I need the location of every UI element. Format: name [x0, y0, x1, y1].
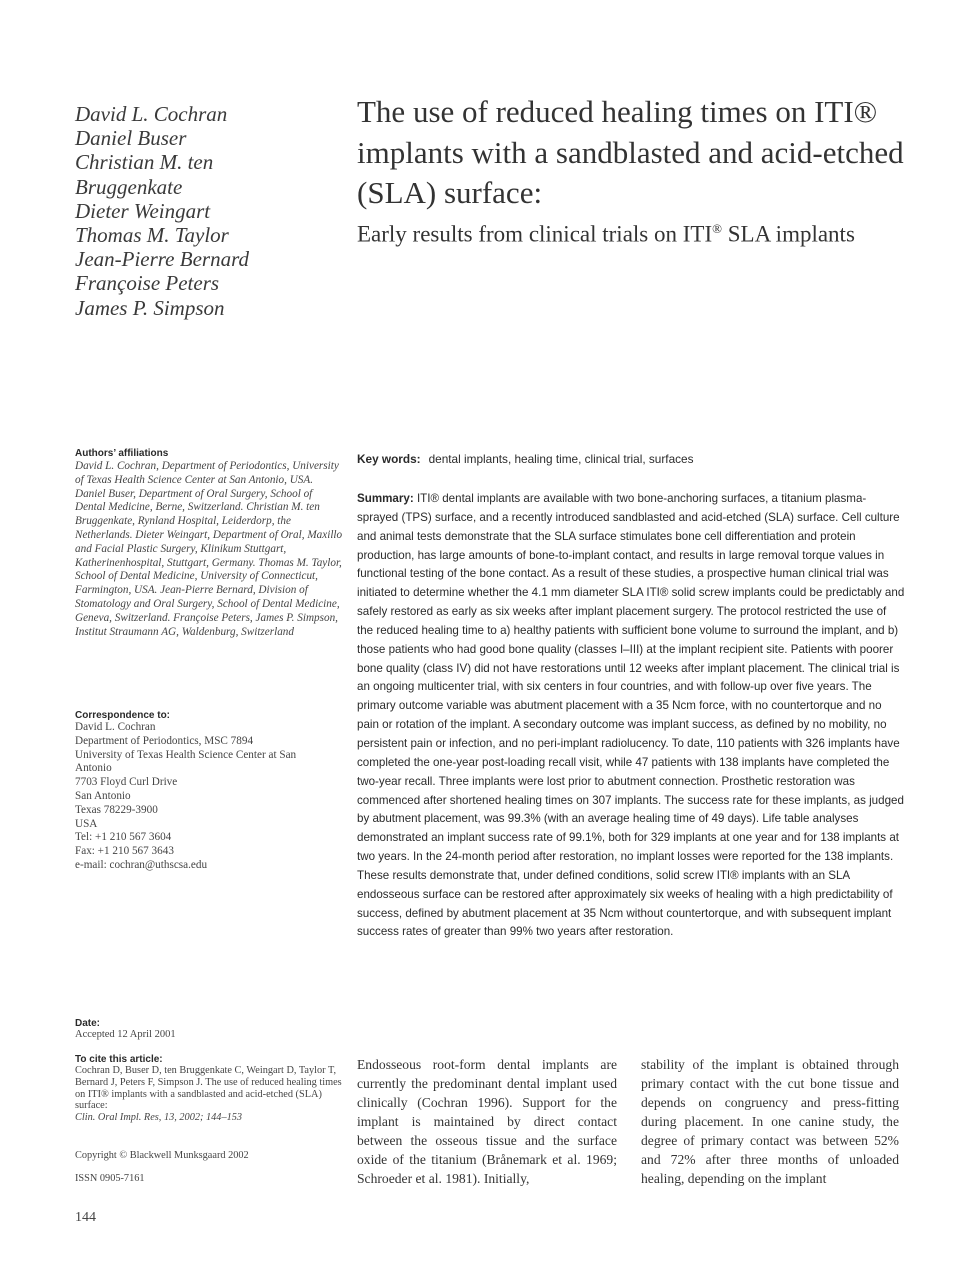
author-name: Bruggenkate	[75, 174, 183, 199]
date-block	[75, 1018, 345, 1040]
summary-label: Summary:	[357, 492, 414, 505]
address-line: David L. Cochran	[75, 721, 156, 733]
cite-reference: Cochran D, Buser D, ten Bruggenkate C, Weingart D, Taylor T, Bernard J, Peters F, Simpson J. The use of reduced healing times on ITI® implants with a sandblasted and acid-etched (SLA) surface:	[75, 1065, 342, 1112]
author-name: Daniel Buser	[75, 126, 187, 151]
article-title: The use of reduced healing times on ITI® implants with a sandblasted and acid-etched (SLA) surface:	[357, 94, 904, 210]
author-name: Françoise Peters	[75, 271, 220, 296]
address-line: 7703 Floyd Curl Drive	[75, 776, 178, 789]
address-line: San Antonio	[75, 789, 131, 802]
cite-block	[75, 1054, 345, 1124]
body-column-2: stability of the implant is obtained through primary contact with the cut bone tissue and depends on congruency and press-fitting during placement. In one canine study, the degree of primary contact was between 52% and 72% after three months of unloaded healing, depending on the implant	[641, 1057, 899, 1186]
date-text: Accepted 12 April 2001	[75, 1029, 176, 1040]
cite-journal: Clin. Oral Impl. Res, 13, 2002; 144–153	[75, 1112, 243, 1124]
address-line: Texas 78229-3900	[75, 803, 158, 816]
correspondence-block	[75, 710, 345, 873]
address-line: Department of Periodontics, MSC 7894	[75, 734, 254, 747]
article-subtitle	[357, 210, 877, 254]
abstract-summary	[357, 490, 905, 942]
author-name: Jean-Pierre Bernard	[75, 247, 249, 272]
correspondence-address	[75, 721, 345, 873]
keywords-text: dental implants, healing time, clinical trial, surfaces	[428, 452, 694, 466]
address-line: Antonio	[75, 762, 112, 775]
email[interactable]: e-mail: cochran@uthscsa.edu	[75, 858, 208, 871]
subtitle-main: Early results from clinical trials on ITI	[357, 221, 713, 247]
summary-text: ITI® dental implants are available with two bone-anchoring surfaces, a titanium plasma-sprayed (TPS) surface, and a recently introduced sandblasted and acid-etched (SLA) surface. Cell culture and animal tests demonstrate that the SLA surface stimulates bone cell differentiation and protein production, has large amounts of bone-to-implant contact, and results in large removal torque values in functional testing of the bone contact. As a result of these studies, a prospective human clinical trial was initiated to determine whether the 4.1 mm diameter SLA ITI® solid screw implants could be predictably and safely restored as early as six weeks after implant placement surgery. The protocol restricted the use of the reduced healing time to a) healthy patients with sufficient bone volume to surround the implant, and b) those patients who had good bone quality (classes I–III) at the implant recipient site. Patients with poorer bone quality (class IV) did not have restorations until 12 weeks after implant placement. The clinical trial is an ongoing multicenter trial, with six centers in four countries, and with follow-up over five years. The primary outcome variable was abutment placement with a 35 Ncm force, with no countertorque and no pain or rotation of the implant. A secondary outcome was implant success, as defined by no mobility, no persistent pain or infection, and no peri-implant radiolucency. To date, 110 patients with 326 implants have completed the one-year post-loading recall visit, while 47 patients with 138 implants have completed the two-year recall. Three implants were lost prior to abutment connection. Prosthetic restoration was commenced after shortened healing times on 307 implants. The success rate for these implants, as judged by abutment placement, was 99.3% (with an average healing time of 49 days). Life table analyses demonstrated an implant success rate of 99.1%, both for 329 implants at one year and for 138 implants at two years. In the 24-month period after restoration, no implant losses were reported for the 138 implants. These results demonstrate that, under defined conditions, solid screw ITI® implants with an SLA endosseous surface can be restored after approximately six weeks of healing with a high predictability of success, defined by abutment placement at 35 Ncm without countertorque, and with subsequent implant success rates of greater than 99% two years after restoration.	[357, 492, 905, 939]
author-name: Dieter Weingart	[75, 198, 211, 223]
affiliations-heading: Authors’ affiliations	[75, 448, 169, 459]
keywords	[357, 452, 917, 466]
phone: Tel: +1 210 567 3604	[75, 831, 172, 844]
issn: ISSN 0905-7161	[75, 1173, 145, 1184]
date-heading: Date:	[75, 1018, 101, 1029]
cite-text	[75, 1065, 345, 1124]
author-name: Thomas M. Taylor	[75, 223, 229, 248]
page-number: 144	[75, 1210, 96, 1225]
subtitle-registered-mark: ®	[712, 221, 722, 236]
body-column-1: Endosseous root-form dental implants are currently the predominant dental implant used clinically (Cochran 1996). Support for the implant is maintained by direct contact between the osseous tissue and the surface oxide of the titanium (Brånemark et al. 1969; Schroeder et al. 1981). Initially,	[357, 1057, 617, 1186]
correspondence-heading: Correspondence to:	[75, 710, 171, 721]
affiliations-text: David L. Cochran, Department of Periodontics, University of Texas Health Science Center at San Antonio, USA. Daniel Buser, Department of Oral Surgery, School of Dental Medicine, Berne, Switzerland. Christian M. ten Bruggenkate, Rynland Hospital, Leiderdorp, the Netherlands. Dieter Weingart, Department of Oral, Maxillo and Facial Plastic Surgery, Klinikum Stuttgart, Katherinenhospital, Stuttgart, Germany. Thomas M. Taylor, School of Dental Medicine, University of Connecticut, Farmington, USA. Jean-Pierre Bernard, Division of Stomatology and Oral Surgery, School of Dental Medicine, Geneva, Switzerland. Françoise Peters, James P. Simpson, Institut Straumann AG, Waldenburg, Switzerland	[75, 460, 343, 638]
keywords-label: Key words:	[357, 452, 421, 466]
author-name: Christian M. ten	[75, 150, 214, 175]
address-line: University of Texas Health Science Center at San	[75, 748, 297, 761]
author-list	[75, 102, 345, 320]
author-name: James P. Simpson	[75, 295, 225, 320]
copyright: Copyright © Blackwell Munksgaard 2002	[75, 1150, 249, 1161]
author-name: David L. Cochran	[75, 102, 228, 126]
cite-heading: To cite this article:	[75, 1054, 163, 1065]
address-line: USA	[75, 817, 98, 830]
affiliations-block	[75, 448, 345, 639]
subtitle-end: SLA implants	[722, 221, 855, 247]
fax: Fax: +1 210 567 3643	[75, 845, 174, 858]
